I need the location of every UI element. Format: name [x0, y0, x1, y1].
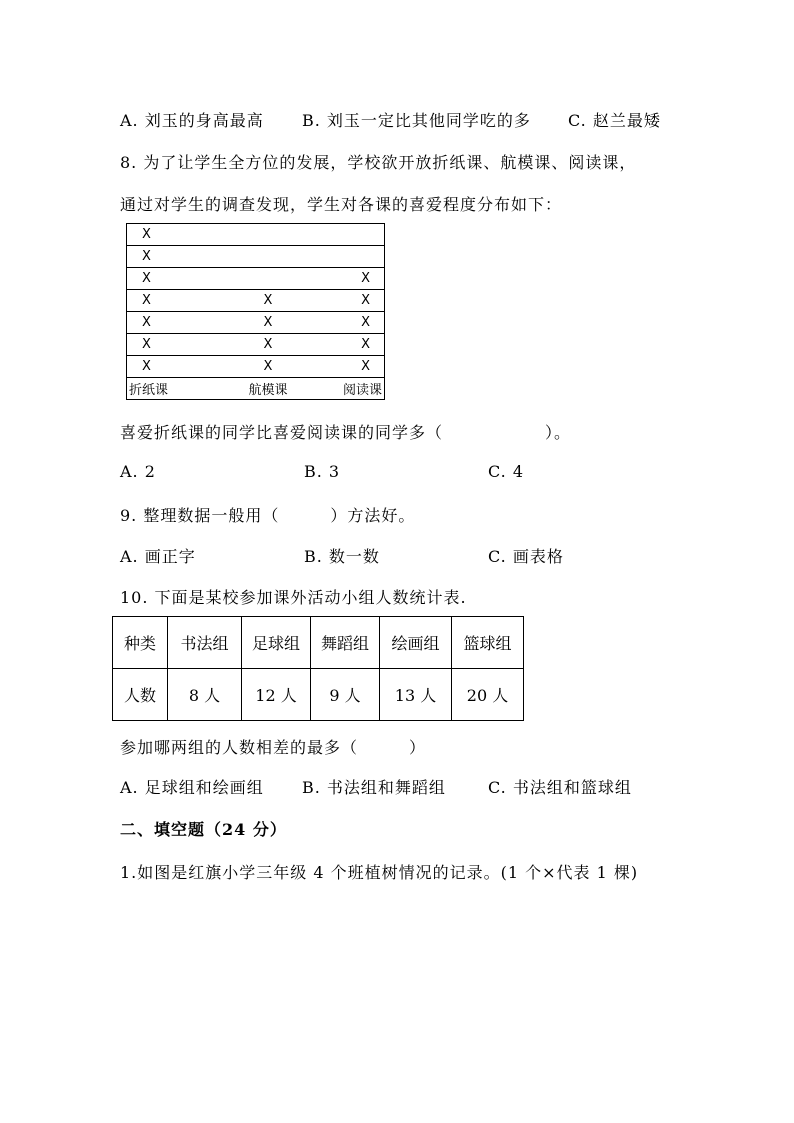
stats-cell: 种类 [113, 617, 168, 669]
stats-value-row [113, 669, 524, 721]
x-mark: X [127, 246, 229, 268]
x-chart-row [127, 224, 385, 246]
x-mark: X [127, 268, 229, 290]
x-chart-empty-cell [228, 268, 308, 290]
stats-cell: 8 人 [168, 669, 242, 721]
q7-option-c: C. 赵兰最矮 [568, 111, 661, 130]
stats-cell: 绘画组 [380, 617, 452, 669]
section2-q1: 1.如图是红旗小学三年级 4 个班植树情况的记录。(1 个×代表 1 棵) [120, 863, 639, 882]
stats-cell: 舞蹈组 [311, 617, 380, 669]
x-mark: X [127, 312, 229, 334]
q9-option-b: B. 数一数 [304, 547, 380, 566]
stats-cell: 20 人 [452, 669, 524, 721]
x-mark: X [308, 356, 385, 378]
stats-cell: 人数 [113, 669, 168, 721]
q10-option-c: C. 书法组和篮球组 [488, 778, 632, 797]
x-chart-category-label: 折纸课 [127, 378, 229, 400]
stats-header-row [113, 617, 524, 669]
stats-cell: 12 人 [242, 669, 311, 721]
x-chart-label-row [127, 378, 385, 400]
q7-option-b: B. 刘玉一定比其他同学吃的多 [302, 111, 531, 130]
x-mark: X [228, 356, 308, 378]
x-chart-row [127, 356, 385, 378]
q10-option-a: A. 足球组和绘画组 [120, 778, 264, 797]
x-chart-row [127, 312, 385, 334]
q8-text-line2: 通过对学生的调查发现，学生对各课的喜爱程度分布如下： [120, 195, 563, 214]
x-chart-category-label: 航模课 [228, 378, 308, 400]
stats-cell: 9 人 [311, 669, 380, 721]
x-chart-category-label: 阅读课 [308, 378, 385, 400]
x-mark: X [127, 224, 229, 246]
x-mark: X [228, 334, 308, 356]
x-mark: X [127, 290, 229, 312]
q8-text-line1: 8. 为了让学生全方位的发展，学校欲开放折纸课、航模课、阅读课， [120, 153, 637, 172]
q8-option-a: A. 2 [120, 462, 156, 481]
x-mark-chart [126, 223, 385, 402]
x-chart-empty-cell [308, 224, 385, 246]
section2-title: 二、填空题（24 分） [120, 820, 287, 839]
x-mark: X [228, 290, 308, 312]
x-mark: X [308, 268, 385, 290]
stats-cell: 篮球组 [452, 617, 524, 669]
q10-question: 10. 下面是某校参加课外活动小组人数统计表. [120, 588, 467, 607]
x-chart-row [127, 268, 385, 290]
stats-cell: 足球组 [242, 617, 311, 669]
q8-option-c: C. 4 [488, 462, 525, 481]
x-chart-row [127, 334, 385, 356]
stats-cell: 书法组 [168, 617, 242, 669]
q7-option-a: A. 刘玉的身高最高 [120, 111, 264, 130]
x-chart-empty-cell [308, 246, 385, 268]
x-mark: X [228, 312, 308, 334]
activity-stats-table [112, 616, 524, 721]
q10-prompt: 参加哪两组的人数相差的最多（ ） [120, 738, 427, 757]
q10-option-b: B. 书法组和舞蹈组 [302, 778, 446, 797]
x-mark: X [127, 334, 229, 356]
x-chart-empty-cell [228, 246, 308, 268]
x-mark: X [308, 312, 385, 334]
q9-question: 9. 整理数据一般用（ ）方法好。 [120, 506, 416, 525]
q8-option-b: B. 3 [304, 462, 341, 481]
x-mark: X [127, 356, 229, 378]
x-mark: X [308, 290, 385, 312]
x-chart-row [127, 290, 385, 312]
q9-option-a: A. 画正字 [120, 547, 196, 566]
x-mark: X [308, 334, 385, 356]
x-chart-row [127, 246, 385, 268]
q9-option-c: C. 画表格 [488, 547, 564, 566]
stats-cell: 13 人 [380, 669, 452, 721]
q8-question: 喜爱折纸课的同学比喜爱阅读课的同学多（ ）。 [120, 423, 572, 442]
x-chart-empty-cell [228, 224, 308, 246]
